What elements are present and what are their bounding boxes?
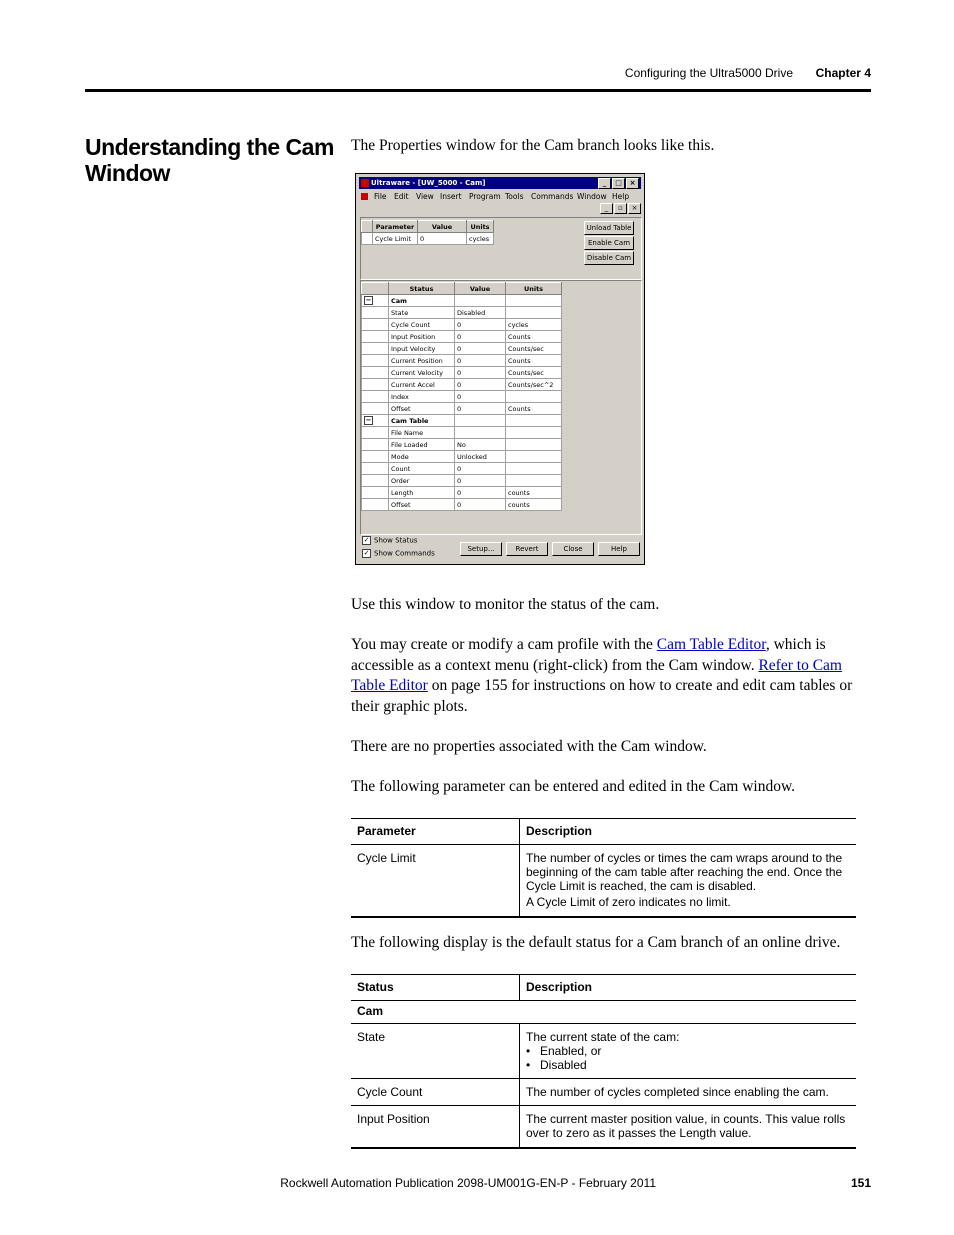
refer-to-cam-table-editor-link[interactable]: Refer to Cam Table Editor — [351, 656, 842, 694]
page-number: 151 — [850, 1176, 871, 1190]
status-value: 0 — [455, 319, 506, 331]
table-group-row — [351, 1001, 856, 1024]
param-row[interactable] — [362, 233, 494, 245]
table-row — [351, 845, 856, 918]
menu-edit[interactable]: Edit — [394, 192, 409, 201]
help-button[interactable]: Help — [598, 542, 640, 556]
state-bullet-list — [526, 1044, 850, 1072]
menu-insert[interactable]: Insert — [440, 192, 462, 201]
status-value: 0 — [455, 391, 506, 403]
child-window-controls — [600, 203, 641, 214]
cycle-count-description: The number of cycles completed since enabling the cam. — [520, 1079, 857, 1106]
status-name: Offset — [389, 403, 455, 415]
status-rows — [362, 295, 562, 511]
parameter-description-note: A Cycle Limit of zero indicates no limit. — [526, 895, 731, 909]
setup-button[interactable]: Setup... — [460, 542, 502, 556]
status-name: Current Velocity — [389, 367, 455, 379]
status-units: Counts/sec — [506, 367, 562, 379]
menu-program[interactable]: Program — [469, 192, 501, 201]
status-units — [506, 439, 562, 451]
status-group-cam: Cam — [351, 1001, 856, 1024]
status-row — [362, 355, 562, 367]
status-units: counts — [506, 487, 562, 499]
para2-text-1: You may create or modify a cam profile with the — [351, 636, 657, 653]
status-row — [362, 319, 562, 331]
status-units: Counts/sec^2 — [506, 379, 562, 391]
status-header-status: Status — [389, 283, 455, 295]
param-value-input[interactable]: 0 — [418, 233, 467, 245]
status-units — [506, 463, 562, 475]
paragraph-cam-editor — [351, 635, 873, 717]
minimize-icon[interactable]: _ — [598, 178, 611, 189]
header-chapter: Chapter 4 — [815, 66, 871, 80]
status-value: 0 — [455, 343, 506, 355]
menu-commands[interactable]: Commands — [531, 192, 574, 201]
paragraph-parameter-intro: The following parameter can be entered and edited in the Cam window. — [351, 778, 796, 795]
status-name: Current Accel — [389, 379, 455, 391]
paragraph-monitor: Use this window to monitor the status of the cam. — [351, 596, 660, 613]
status-value: 0 — [455, 355, 506, 367]
disable-cam-button[interactable]: Disable Cam — [584, 251, 634, 265]
status-units — [506, 391, 562, 403]
child-minimize-icon[interactable]: _ — [600, 203, 613, 214]
list-item: • Disabled — [540, 1058, 850, 1072]
status-value: 0 — [455, 463, 506, 475]
menu-file[interactable]: File — [374, 192, 387, 201]
enable-cam-button[interactable]: Enable Cam — [584, 236, 634, 250]
cam-window-screenshot — [355, 173, 645, 565]
status-units — [506, 475, 562, 487]
status-name: File Name — [389, 427, 455, 439]
status-value: 0 — [455, 487, 506, 499]
status-row — [362, 487, 562, 499]
status-row — [362, 463, 562, 475]
status-name-cycle-count: Cycle Count — [351, 1079, 520, 1106]
section-heading: Understanding the Cam Window — [85, 134, 334, 186]
table-row — [351, 1079, 856, 1106]
status-header-value: Value — [455, 283, 506, 295]
status-group-row[interactable] — [362, 295, 562, 307]
status-row — [362, 427, 562, 439]
status-name: File Loaded — [389, 439, 455, 451]
show-commands-checkbox[interactable] — [362, 549, 435, 559]
status-value: No — [455, 439, 506, 451]
paragraph-status-intro: The following display is the default status for a Cam branch of an online drive. — [351, 934, 841, 951]
status-group-row[interactable] — [362, 415, 562, 427]
status-row — [362, 451, 562, 463]
parameter-panel — [360, 217, 642, 280]
status-value: 0 — [455, 367, 506, 379]
maximize-icon[interactable]: □ — [612, 178, 625, 189]
status-row — [362, 391, 562, 403]
status-name: Order — [389, 475, 455, 487]
status-value: 0 — [455, 403, 506, 415]
status-table — [351, 974, 856, 1149]
show-status-check-icon[interactable]: ✓ — [363, 536, 370, 544]
status-value: 0 — [455, 499, 506, 511]
show-commands-check-icon[interactable]: ✓ — [363, 549, 370, 557]
status-name-input-position: Input Position — [351, 1106, 520, 1149]
status-name: Current Position — [389, 355, 455, 367]
document-icon — [361, 193, 368, 200]
revert-button[interactable]: Revert — [506, 542, 548, 556]
status-name: Count — [389, 463, 455, 475]
status-panel — [360, 280, 642, 535]
status-group-name: Cam — [389, 295, 455, 307]
status-row — [362, 403, 562, 415]
status-units — [506, 451, 562, 463]
status-grid — [361, 282, 562, 511]
status-group-name: Cam Table — [389, 415, 455, 427]
show-status-label: Show Status — [374, 536, 418, 545]
param-header-units: Units — [467, 221, 494, 233]
menu-view[interactable]: View — [416, 192, 434, 201]
description-column-header: Description — [520, 819, 857, 845]
intro-paragraph: The Properties window for the Cam branch looks like this. — [351, 137, 715, 154]
child-restore-icon[interactable]: ▫ — [614, 203, 627, 214]
publication-number: Rockwell Automation Publication 2098-UM001G-EN-P - February 2011 — [280, 1176, 656, 1190]
close-icon[interactable]: × — [626, 178, 639, 189]
running-header — [85, 66, 871, 82]
status-description-column-header: Description — [520, 975, 857, 1001]
menu-help[interactable]: Help — [612, 192, 630, 201]
status-row — [362, 307, 562, 319]
menu-bar — [359, 191, 641, 202]
window-titlebar — [359, 177, 641, 189]
header-rule — [85, 89, 871, 92]
show-commands-label: Show Commands — [374, 549, 435, 558]
menu-window[interactable]: Window — [577, 192, 607, 201]
status-units — [506, 427, 562, 439]
status-column-header: Status — [351, 975, 520, 1001]
status-row — [362, 367, 562, 379]
status-row — [362, 379, 562, 391]
parameter-description: The number of cycles or times the cam wraps around to the beginning of the cam table after reaching the end. Once the Cycle Limit is reached, the cam is disabled. — [526, 851, 843, 893]
collapse-icon[interactable]: − — [365, 296, 372, 304]
status-units: Counts — [506, 355, 562, 367]
status-name: State — [389, 307, 455, 319]
status-value: Disabled — [455, 307, 506, 319]
para2-text-2: , which is accessible as a context menu (right-click) from the Cam window. — [351, 636, 826, 674]
status-name: Length — [389, 487, 455, 499]
status-value: Unlocked — [455, 451, 506, 463]
status-value: 0 — [455, 475, 506, 487]
status-name: Index — [389, 391, 455, 403]
status-units: cycles — [506, 319, 562, 331]
status-row — [362, 475, 562, 487]
para2-text-3: on page 155 for instructions on how to create and edit cam tables or their graphic plots. — [351, 677, 853, 715]
app-icon — [361, 179, 369, 187]
parameter-table — [351, 818, 856, 918]
collapse-icon[interactable]: − — [365, 416, 372, 424]
status-name: Input Position — [389, 331, 455, 343]
param-header-parameter: Parameter — [373, 221, 418, 233]
param-name: Cycle Limit — [373, 233, 418, 245]
paragraph-no-properties: There are no properties associated with the Cam window. — [351, 738, 707, 755]
status-row — [362, 499, 562, 511]
status-units — [506, 307, 562, 319]
child-close-icon[interactable]: × — [628, 203, 641, 214]
status-name: Mode — [389, 451, 455, 463]
status-row — [362, 439, 562, 451]
status-units: Counts — [506, 403, 562, 415]
parameter-grid — [361, 220, 494, 245]
menu-tools[interactable]: Tools — [505, 192, 524, 201]
status-row — [362, 331, 562, 343]
status-header-units: Units — [506, 283, 562, 295]
list-item: • Enabled, or — [540, 1044, 850, 1058]
table-row — [351, 1024, 856, 1079]
status-name: Input Velocity — [389, 343, 455, 355]
status-name: Offset — [389, 499, 455, 511]
status-units: Counts/sec — [506, 343, 562, 355]
cam-table-editor-link[interactable]: Cam Table Editor — [656, 636, 766, 653]
status-name: Cycle Count — [389, 319, 455, 331]
status-name-state: State — [351, 1024, 520, 1079]
parameter-column-header: Parameter — [351, 819, 520, 845]
param-header-value: Value — [418, 221, 467, 233]
show-status-checkbox[interactable] — [362, 536, 417, 546]
status-value: 0 — [455, 331, 506, 343]
header-section-title: Configuring the Ultra5000 Drive — [624, 66, 793, 80]
input-position-description: The current master position value, in counts. This value rolls over to zero as it passes the Length value. — [520, 1106, 857, 1149]
unload-table-button[interactable]: Unload Table — [584, 221, 634, 235]
status-units: Counts — [506, 331, 562, 343]
status-units: counts — [506, 499, 562, 511]
table-row — [351, 1106, 856, 1149]
param-units: cycles — [467, 233, 494, 245]
state-description: The current state of the cam: — [526, 1030, 680, 1044]
status-row — [362, 343, 562, 355]
parameter-name-cell: Cycle Limit — [351, 845, 520, 918]
status-value: 0 — [455, 379, 506, 391]
window-title: Ultraware - [UW_5000 - Cam] — [371, 179, 486, 187]
status-value — [455, 427, 506, 439]
close-button[interactable]: Close — [552, 542, 594, 556]
